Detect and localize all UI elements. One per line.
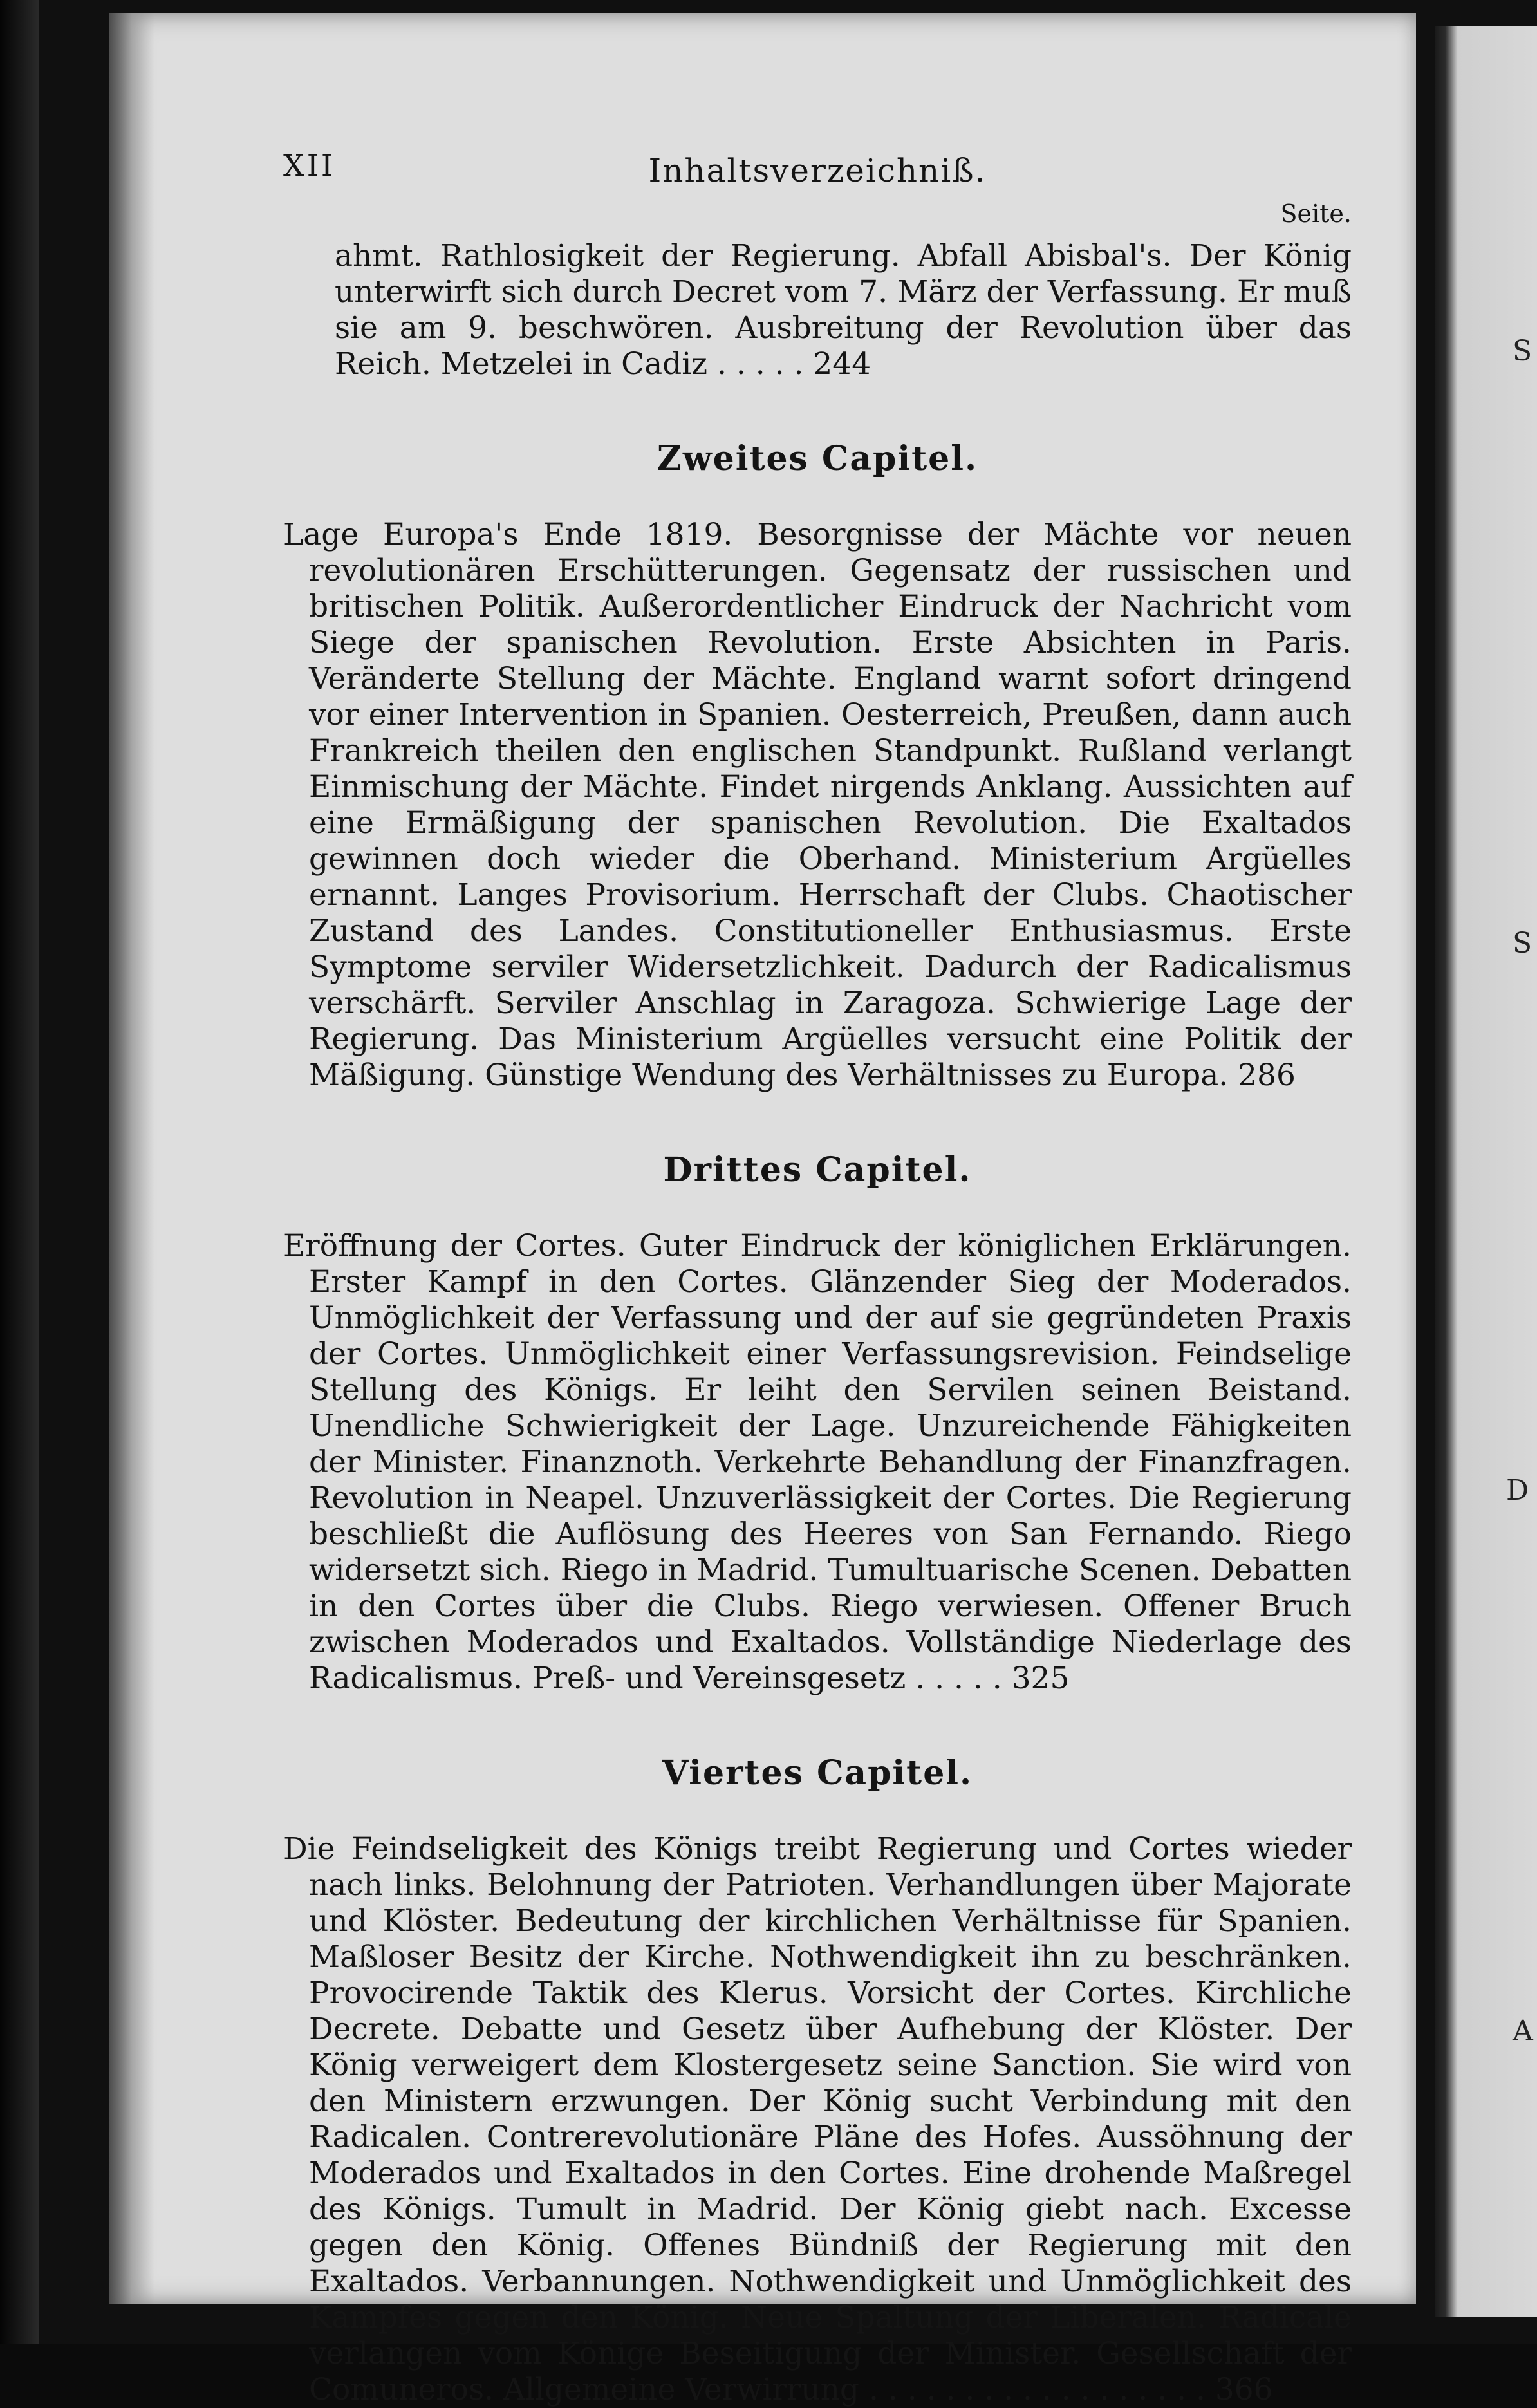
adjacent-page-fragment: S [1513, 927, 1532, 960]
toc-entry-summary: Eröffnung der Cortes. Guter Eindruck der königlichen Erklärungen. Erster Kampf in den Cortes. Glänzender Sieg der Moderados. Unmöglichkeit der Verfassung und der auf sie gegründeten Praxis der Cortes. Unmöglichkeit einer Verfassungsrevision. Feindselige Stellung des Königs. Er leiht den Servilen seinen Beistand. Unendliche Schwierigkeit der Lage. Unzureichende Fähigkeiten der Minister. Finanznoth. Verkehrte Behandlung der Finanzfragen. Revolution in Neapel. Unzuverlässigkeit der Cortes. Die Regierung beschließt die Auflösung des Heeres von San Fernando. Riego widersetzt sich. Riego in Madrid. Tumultuarische Scenen. Debatten in den Cortes über die Clubs. Riego verwiesen. Offener Bruch zwischen Moderados und Exaltados. Vollständige Niederlage des Radicalismus. Preß- und Vereinsgesetz [283, 1228, 1352, 1696]
page-gutter-shadow [109, 13, 154, 2304]
toc-page-number: 366 [1215, 2372, 1273, 2407]
toc-leader-dots: . . . . . . . . . . . . . . . . . . [868, 2372, 1215, 2407]
adjacent-page-fragment: D [1506, 1474, 1529, 1507]
toc-entry-summary: Lage Europa's Ende 1819. Besorgnisse der Mächte vor neuen revolutionären Erschütterungen. Gegensatz der russischen und britischen Politik. Außerordentlicher Eindruck der Nachricht vom Siege der spanischen Revolution. Erste Absichten in Paris. Veränderte Stellung der Mächte. England warnt sofort dringend vor einer Intervention in Spanien. Oesterreich, Preußen, dann auch Frankreich theilen den englischen Standpunkt. Rußland verlangt Einmischung der Mächte. Findet nirgends Anklang. Aussichten auf eine Ermäßigung der spanischen Revolution. Die Exaltados gewinnen doch wieder die Oberhand. Ministerium Argüelles ernannt. Langes Provisorium. Herrschaft der Clubs. Chaotischer Zustand des Landes. Constitutioneller Enthusiasmus. Erste Symptome serviler Widersetzlichkeit. Dadurch der Radicalismus verschärft. Serviler Anschlag in Zaragoza. Schwierige Lage der Regierung. Das Ministerium Argüelles versucht eine Politik der Mäßigung. Günstige Wendung des Verhältnisses zu Europa. [283, 517, 1352, 1093]
toc-entry-text [283, 238, 1352, 382]
toc-entry-text [283, 1831, 1352, 2408]
adjacent-page-fragment: S [1513, 335, 1532, 368]
toc-entry-chapter-4 [283, 1831, 1352, 2408]
toc-leader-dots: . . . . . [717, 346, 814, 382]
running-title: Inhaltsverzeichniß. [648, 152, 987, 189]
toc-entry-continuation [283, 200, 1352, 382]
table-of-contents [283, 129, 1352, 2408]
chapter-heading: Drittes Capitel. [663, 1150, 972, 1190]
toc-entry-chapter-3 [283, 1228, 1352, 1697]
book-left-edge [0, 0, 39, 2344]
adjacent-page-edge [1435, 26, 1537, 2317]
toc-leader-dots: . . . . . [915, 1661, 1012, 1696]
running-header [283, 129, 1352, 187]
toc-entry-chapter-2 [283, 517, 1352, 1094]
chapter-heading: Zweites Capitel. [657, 439, 978, 478]
toc-entry-summary: ahmt. Rathlosigkeit der Regierung. Abfall Abisbal's. Der König unterwirft sich durch Decret vom 7. März der Verfassung. Er muß sie am 9. beschwören. Ausbreitung der Revolution über das Reich. Metzelei in Cadiz [335, 238, 1352, 382]
toc-page-number: 244 [813, 346, 871, 382]
column-label-seite: Seite. [1280, 200, 1352, 228]
toc-entry-text [283, 517, 1352, 1094]
page-number: XII [283, 148, 336, 183]
toc-entry-summary: Die Feindseligkeit des Königs treibt Regierung und Cortes wieder nach links. Belohnung der Patrioten. Verhandlungen über Majorate und Klöster. Bedeutung der kirchlichen Verhältnisse für Spanien. Maßloser Besitz der Kirche. Nothwendigkeit ihn zu beschränken. Provocirende Taktik des Klerus. Vorsicht der Cortes. Kirchliche Decrete. Debatte und Gesetz über Aufhebung der Klöster. Der König verweigert dem Klostergesetz seine Sanction. Sie wird von den Ministern erzwungen. Der König sucht Verbindung mit den Radicalen. Contrerevolutionäre Pläne des Hofes. Aussöhnung der Moderados und Exaltados in den Cortes. Eine drohende Maßregel des Königs. Tumult in Madrid. Der König giebt nach. Excesse gegen den König. Offenes Bündniß der Regierung mit den Exaltados. Verbannungen. Nothwendigkeit und Unmöglichkeit des Kampfes gegen den König. Neue Spaltung der Liberalen. Radicale verlangen vom Könige Beseitigung der Minister. Gesellschaft der Comuneros. Allgemeine Verwirrung [283, 1831, 1352, 2407]
toc-entry-text [283, 1228, 1352, 1697]
toc-page-number: 325 [1011, 1661, 1070, 1696]
adjacent-page-fragment: A [1513, 2015, 1533, 2048]
chapter-heading: Viertes Capitel. [662, 1753, 973, 1793]
toc-page-number: 286 [1238, 1058, 1296, 1093]
